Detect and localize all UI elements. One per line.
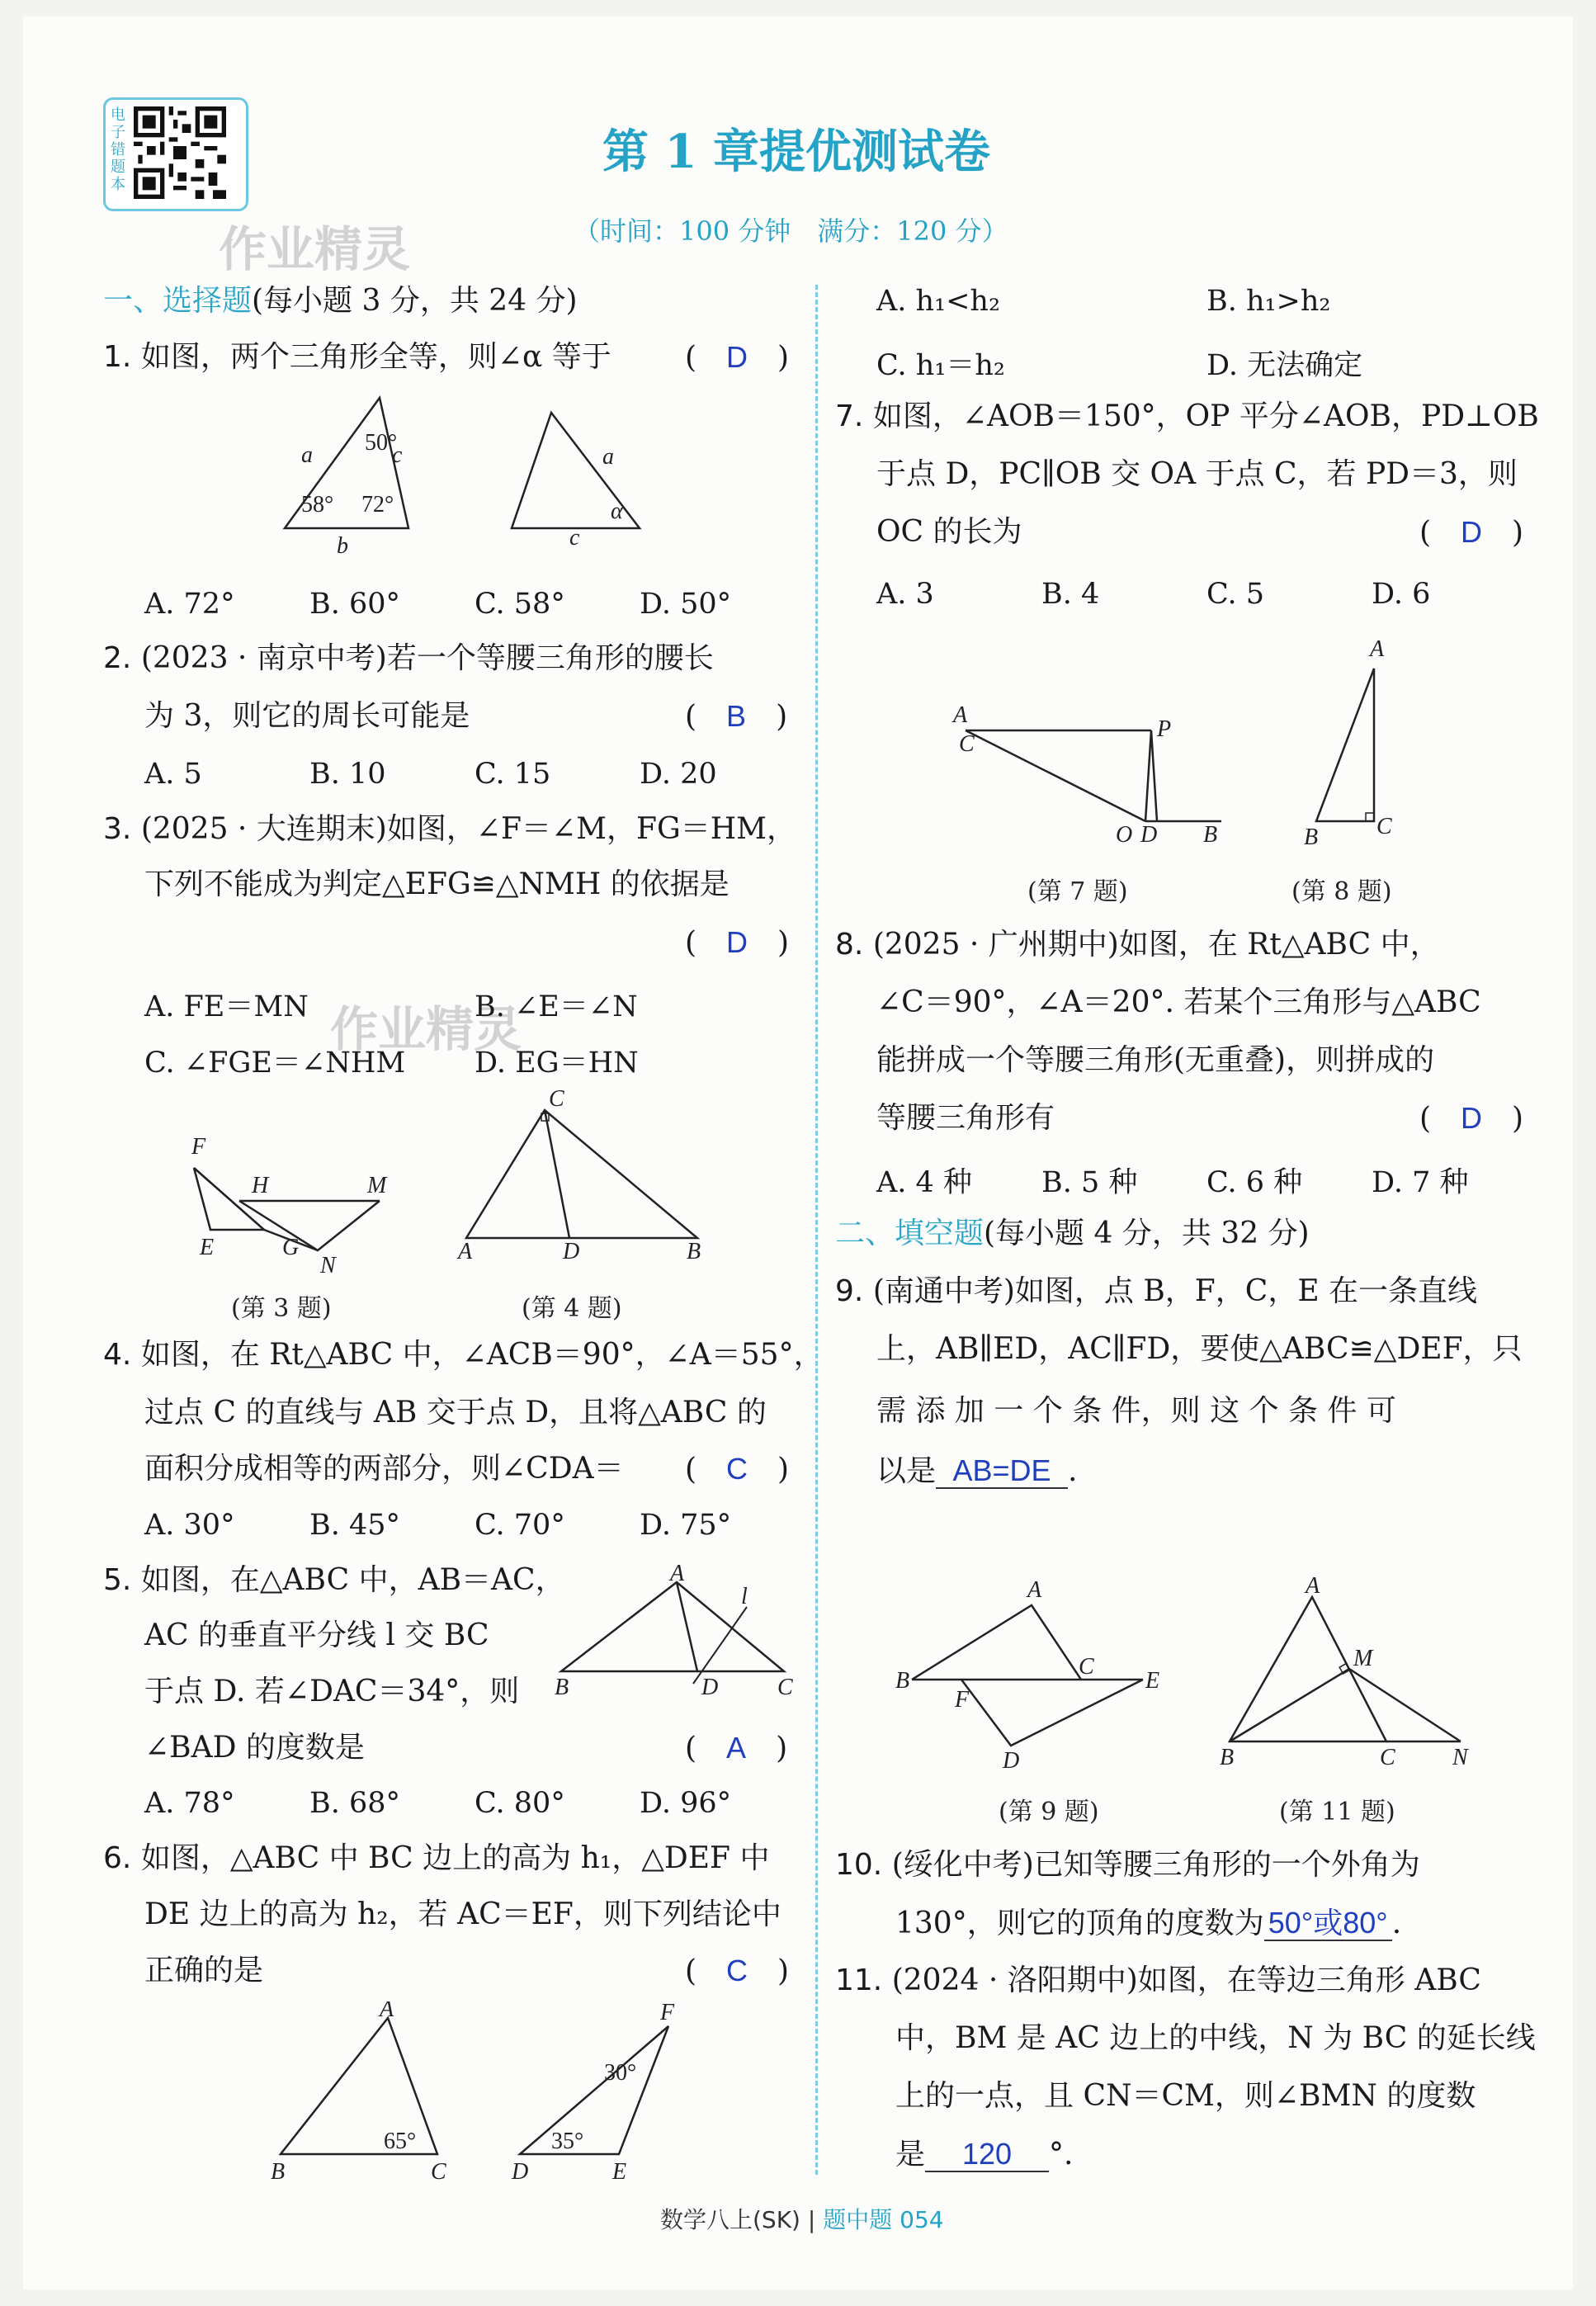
question-text: 需 添 加 一 个 条 件，则 这 个 条 件 可 — [876, 1394, 1396, 1428]
figure-caption: (第 8 题) — [1291, 877, 1392, 906]
question-text: 是 120 °. — [895, 2137, 1074, 2171]
option[interactable]: A. FE＝MN — [144, 990, 309, 1023]
qr-code-box[interactable] — [103, 97, 248, 211]
question-text: 130°，则它的顶角的度数为 50°或80° . — [895, 1906, 1402, 1940]
triangle-abc — [466, 1110, 697, 1238]
point-label: F — [955, 1687, 970, 1713]
point-label: B — [1220, 1745, 1235, 1770]
figure-q5 — [545, 1564, 809, 1704]
angle-label: 58° — [301, 492, 334, 517]
question-text: AC 的垂直平分线 l 交 BC — [144, 1618, 489, 1652]
section-note: (每小题 3 分，共 24 分) — [252, 284, 578, 318]
answer: D — [726, 340, 748, 374]
ray-oa — [966, 730, 1145, 821]
question-6 — [103, 1842, 769, 1875]
line-label: l — [741, 1584, 748, 1609]
point-label: C — [1380, 1745, 1395, 1770]
side-label: a — [602, 444, 614, 470]
option[interactable]: C. 58° — [475, 588, 565, 621]
answer: C — [726, 1954, 748, 1987]
option[interactable]: D. 7 种 — [1372, 1166, 1469, 1199]
point-label: D — [1003, 1748, 1020, 1774]
point-label: E — [200, 1235, 215, 1260]
question-text: 于点 D. 若∠DAC＝34°，则 — [144, 1675, 520, 1708]
answer: A — [726, 1731, 747, 1765]
side-label: b — [337, 533, 348, 559]
point-label: C — [777, 1675, 793, 1700]
point-label: A — [1370, 636, 1385, 662]
point-label: C — [1376, 814, 1392, 839]
answer-blank[interactable]: AB=DE — [936, 1454, 1068, 1489]
angle-label: 65° — [384, 2129, 417, 2154]
point-label: M — [367, 1173, 387, 1198]
point-label: C — [1079, 1654, 1094, 1680]
question-number: 7. — [835, 399, 864, 433]
question-8 — [835, 929, 1440, 962]
answer-blank[interactable]: 120 — [925, 2138, 1049, 2172]
figure-q6 — [256, 2001, 718, 2191]
footer-separator: | — [807, 2206, 816, 2233]
qr-label: 电子错题本 — [111, 106, 125, 193]
triangle-abc — [912, 1605, 1081, 1680]
answer: C — [726, 1452, 748, 1486]
option[interactable]: B. 68° — [309, 1787, 401, 1820]
question-text: 上的一点，且 CN＝CM，则∠BMN 的度数 — [895, 2079, 1476, 2113]
point-label: A — [1306, 1576, 1320, 1599]
point-label: D — [563, 1239, 580, 1264]
point-label: G — [282, 1235, 300, 1260]
point-label: O — [1116, 822, 1133, 848]
point-label: A — [458, 1239, 473, 1264]
question-text: 面积分成相等的两部分，则∠CDA＝ — [144, 1452, 624, 1486]
option[interactable]: B. h₁>h₂ — [1206, 285, 1331, 318]
side-label: a — [301, 442, 313, 468]
question-text: 为 3，则它的周长可能是 — [144, 699, 470, 733]
page-footer — [660, 2202, 944, 2235]
option[interactable]: D. 20 — [640, 758, 717, 791]
triangle-def — [961, 1680, 1143, 1746]
angle-label: α — [611, 499, 623, 524]
option[interactable]: D. 6 — [1372, 578, 1431, 611]
question-text: (2024 · 洛阳期中)如图，在等边三角形 ABC — [891, 1963, 1481, 1997]
segment-bm — [1230, 1669, 1349, 1741]
point-label: H — [252, 1173, 269, 1198]
point-label: C — [959, 731, 975, 757]
figure-caption: (第 9 题) — [999, 1798, 1099, 1826]
option[interactable]: B. 5 种 — [1041, 1166, 1138, 1199]
option[interactable]: C. 80° — [475, 1787, 565, 1820]
angle-label: 50° — [365, 430, 398, 456]
question-text: (绥化中考)已知等腰三角形的一个外角为 — [891, 1848, 1420, 1882]
question-text: 如图，在△ABC 中，AB＝AC， — [140, 1563, 565, 1597]
footer-page: 题中题 054 — [823, 2206, 944, 2233]
option[interactable]: B. 10 — [309, 758, 386, 791]
figure-q3-q4 — [182, 1089, 726, 1288]
figure-caption: (第 4 题) — [522, 1294, 622, 1323]
figure-q1 — [264, 388, 677, 561]
answer: D — [1461, 515, 1483, 549]
answer-bracket: ( D ) — [1419, 1101, 1524, 1136]
point-label: B — [1203, 822, 1218, 848]
point-label: E — [1145, 1668, 1160, 1694]
question-3 — [103, 813, 796, 846]
page-title: 第 1 章提优测试卷 — [602, 125, 990, 179]
option[interactable]: A. 5 — [144, 758, 202, 791]
question-number: 8. — [835, 928, 864, 962]
answer-bracket: ( D ) — [685, 340, 790, 375]
point-label: A — [380, 2001, 394, 2022]
point-label: D — [512, 2159, 529, 2185]
question-text: 以是 AB=DE . — [876, 1453, 1078, 1488]
right-angle-mark — [1366, 813, 1374, 821]
question-10 — [835, 1849, 1420, 1882]
triangle-abc — [1316, 669, 1374, 821]
option[interactable]: B. ∠E＝∠N — [475, 990, 638, 1023]
option[interactable]: D. EG＝HN — [475, 1047, 639, 1080]
question-text: ∠C＝90°，∠A＝20°. 若某个三角形与△ABC — [876, 985, 1481, 1019]
option[interactable]: A. 3 — [876, 578, 934, 611]
answer-bracket: ( C ) — [685, 1954, 790, 1988]
figure-caption: (第 3 题) — [231, 1294, 332, 1323]
answer: D — [726, 925, 748, 959]
question-number: 1. — [103, 340, 132, 374]
option[interactable]: C. 15 — [475, 758, 551, 791]
option[interactable]: B. 60° — [309, 588, 401, 621]
segment-mn — [1349, 1669, 1461, 1741]
answer-bracket: ( D ) — [685, 925, 790, 960]
point-label: A — [670, 1564, 685, 1586]
question-text: 等腰三角形有 — [876, 1101, 1055, 1135]
point-label: E — [612, 2159, 627, 2185]
question-text: 如图，△ABC 中 BC 边上的高为 h₁，△DEF 中 — [140, 1841, 770, 1875]
section-title: 一、选择题 — [103, 284, 253, 318]
segment-cd — [545, 1110, 569, 1238]
question-text: (2025 · 广州期中)如图，在 Rt△ABC 中， — [872, 928, 1440, 962]
question-number: 10. — [835, 1848, 883, 1882]
option[interactable]: C. h₁＝h₂ — [876, 349, 1005, 382]
angle-label: 30° — [604, 2060, 637, 2086]
section-header — [835, 1217, 1310, 1250]
option[interactable]: A. 72° — [144, 588, 235, 621]
qr-code-icon — [134, 106, 226, 199]
watermark: 作业精灵 — [330, 1001, 522, 1057]
question-number: 5. — [103, 1563, 132, 1597]
section-note: (每小题 4 分，共 32 分) — [984, 1217, 1310, 1250]
question-number: 6. — [103, 1841, 132, 1875]
point-label: N — [1452, 1745, 1468, 1770]
point-label: A — [1027, 1577, 1042, 1603]
answer-bracket: ( D ) — [1419, 515, 1524, 550]
option[interactable]: A. 78° — [144, 1787, 235, 1820]
question-number: 2. — [103, 641, 132, 675]
figure-q9-q11 — [895, 1576, 1473, 1774]
question-text: 下列不能成为判定△EFG≌△NMH 的依据是 — [144, 867, 730, 901]
option[interactable]: A. 4 种 — [876, 1166, 972, 1199]
column-divider — [815, 285, 818, 2175]
option[interactable]: D. 75° — [640, 1509, 732, 1542]
question-number: 9. — [835, 1274, 864, 1308]
question-text: (2023 · 南京中考)若一个等腰三角形的腰长 — [140, 641, 714, 675]
point-label: F — [191, 1134, 206, 1160]
question-text: 中，BM 是 AC 边上的中线，N 为 BC 的延长线 — [895, 2021, 1536, 2055]
footer-book: 数学八上(SK) — [660, 2206, 800, 2233]
answer-blank[interactable]: 50°或80° — [1264, 1907, 1392, 1941]
question-text: 如图，∠AOB＝150°，OP 平分∠AOB，PD⊥OB — [872, 399, 1539, 433]
option[interactable]: A. h₁<h₂ — [876, 285, 1000, 318]
point-label: C — [431, 2159, 446, 2185]
figure-caption: (第 7 题) — [1027, 877, 1128, 906]
point-label: F — [660, 2001, 675, 2025]
watermark: 作业精灵 — [219, 221, 411, 277]
section-title: 二、填空题 — [835, 1217, 985, 1250]
point-label: D — [1140, 822, 1158, 848]
option[interactable]: D. 50° — [640, 588, 732, 621]
answer: D — [1461, 1101, 1483, 1135]
section-header — [103, 285, 578, 318]
question-text: 如图，两个三角形全等，则∠α 等于 — [140, 340, 611, 374]
question-4 — [103, 1339, 824, 1372]
question-text: (南通中考)如图，点 B，F，C，E 在一条直线 — [872, 1274, 1478, 1308]
option[interactable]: D. 无法确定 — [1206, 349, 1363, 382]
point-label: B — [895, 1668, 910, 1694]
point-label: P — [1157, 716, 1172, 742]
option[interactable]: D. 96° — [640, 1787, 732, 1820]
triangle-def — [520, 2026, 668, 2154]
question-text: DE 边上的高为 h₂，若 AC＝EF，则下列结论中 — [144, 1897, 781, 1931]
point-label: B — [687, 1239, 701, 1264]
page-subtitle: （时间：100 分钟 满分：120 分） — [574, 215, 1008, 247]
option[interactable]: C. 6 种 — [1206, 1166, 1303, 1199]
point-label: D — [701, 1675, 719, 1700]
option[interactable]: B. 4 — [1041, 578, 1100, 611]
point-label: M — [1353, 1646, 1373, 1671]
question-5 — [103, 1564, 565, 1597]
angle-label: 35° — [551, 2129, 584, 2154]
question-number: 4. — [103, 1338, 132, 1372]
segment-pd — [1151, 730, 1157, 821]
question-text: (2025 · 大连期末)如图，∠F＝∠M，FG＝HM， — [140, 812, 797, 846]
point-label: B — [555, 1675, 569, 1700]
question-text: 上，AB∥ED，AC∥FD，要使△ABC≌△DEF，只 — [876, 1332, 1523, 1366]
question-text: 于点 D，PC∥OB 交 OA 于点 C，若 PD＝3，则 — [876, 457, 1518, 491]
triangle-abc — [561, 1582, 784, 1671]
question-text: 正确的是 — [144, 1954, 264, 1987]
side-label: c — [569, 525, 580, 551]
segment-op — [1145, 730, 1151, 821]
point-label: B — [1304, 825, 1319, 850]
question-number: 3. — [103, 812, 132, 846]
question-text: 如图，在 Rt△ABC 中，∠ACB＝90°，∠A＝55°， — [140, 1338, 824, 1372]
question-11 — [835, 1964, 1481, 1997]
option[interactable]: A. 30° — [144, 1509, 235, 1542]
question-text: 过点 C 的直线与 AB 交于点 D，且将△ABC 的 — [144, 1396, 767, 1429]
answer: B — [726, 699, 747, 733]
option[interactable]: B. 45° — [309, 1509, 401, 1542]
figure-caption: (第 11 题) — [1279, 1798, 1395, 1826]
question-number: 11. — [835, 1963, 883, 1997]
question-7 — [835, 400, 1539, 433]
question-text: 能拼成一个等腰三角形(无重叠)，则拼成的 — [876, 1043, 1435, 1077]
angle-label: 72° — [361, 492, 394, 517]
question-9 — [835, 1275, 1477, 1308]
answer-bracket: ( B ) — [685, 699, 788, 734]
option[interactable]: C. 70° — [475, 1509, 565, 1542]
option[interactable]: C. ∠FGE＝∠NHM — [144, 1047, 406, 1080]
question-text: ∠BAD 的度数是 — [144, 1731, 365, 1765]
point-label: N — [320, 1253, 336, 1278]
figure-q7-q8 — [941, 636, 1452, 858]
point-label: A — [953, 702, 968, 728]
question-text: OC 的长为 — [876, 515, 1022, 549]
option[interactable]: C. 5 — [1206, 578, 1265, 611]
answer-bracket: ( C ) — [685, 1452, 790, 1486]
answer-bracket: ( A ) — [685, 1731, 788, 1765]
point-label: C — [549, 1089, 564, 1112]
side-label: c — [392, 442, 403, 468]
point-label: B — [271, 2159, 286, 2185]
question-2 — [103, 642, 714, 675]
